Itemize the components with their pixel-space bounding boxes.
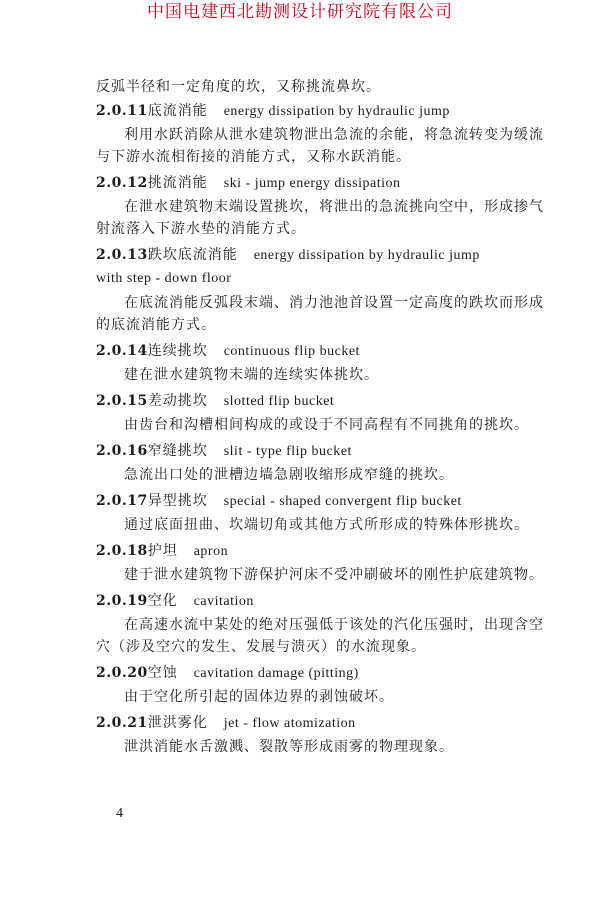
term-english: ski - jump energy dissipation <box>223 176 401 191</box>
term-number: 2.0.20 <box>96 665 148 681</box>
term-chinese: 空蚀 <box>147 665 178 681</box>
term-heading <box>96 540 544 563</box>
term-chinese: 底流消能 <box>147 103 208 119</box>
term-definition: 在泄水建筑物末端设置挑坎，将泄出的急流挑向空中，形成掺气射流落入下游水垫的消能方式。 <box>96 199 544 237</box>
term-chinese: 窄缝挑坎 <box>147 443 208 459</box>
term-heading <box>96 340 544 363</box>
term-entry <box>96 172 544 240</box>
term-english: apron <box>193 544 229 559</box>
term-definition: 利用水跃消除从泄水建筑物泄出急流的余能，将急流转变为缓流与下游水流相衔接的消能方式，又称水跃消能。 <box>96 127 544 165</box>
term-entry <box>96 244 544 336</box>
term-entry <box>96 390 544 436</box>
term-heading <box>96 712 544 735</box>
page-number: 4 <box>116 806 123 821</box>
term-number: 2.0.12 <box>96 175 148 191</box>
term-chinese: 异型挑坎 <box>147 493 208 509</box>
term-number: 2.0.16 <box>96 443 148 459</box>
term-english: continuous flip bucket <box>223 344 360 359</box>
term-heading <box>96 390 544 413</box>
term-heading <box>96 490 544 513</box>
intro-line: 反弧半径和一定角度的坎，又称挑流鼻坎。 <box>96 79 381 95</box>
term-heading <box>96 100 544 123</box>
term-definition: 急流出口处的泄槽边墙急剧收缩形成窄缝的挑坎。 <box>124 467 454 483</box>
term-number: 2.0.15 <box>96 393 148 409</box>
term-entry <box>96 662 544 708</box>
term-number: 2.0.19 <box>96 593 148 609</box>
term-english: slotted flip bucket <box>223 394 335 409</box>
term-chinese: 差动挑坎 <box>147 393 208 409</box>
term-heading <box>96 172 544 195</box>
term-number: 2.0.14 <box>96 343 148 359</box>
term-chinese: 挑流消能 <box>147 175 208 191</box>
term-definition: 在底流消能反弧段末端、消力池池首设置一定高度的跌坎而形成的底流消能方式。 <box>96 295 544 333</box>
term-english: jet - flow atomization <box>223 716 356 731</box>
term-entry <box>96 540 544 586</box>
document-body <box>96 76 544 762</box>
term-chinese: 护坦 <box>147 543 178 559</box>
term-english: cavitation damage (pitting) <box>193 666 359 681</box>
term-entry <box>96 340 544 386</box>
term-number: 2.0.17 <box>96 493 148 509</box>
term-entry <box>96 712 544 758</box>
term-chinese: 空化 <box>147 593 178 609</box>
term-entry <box>96 490 544 536</box>
term-english: special - shaped convergent flip bucket <box>223 494 462 509</box>
term-entry <box>96 440 544 486</box>
term-list <box>96 100 544 758</box>
term-number: 2.0.13 <box>96 247 148 263</box>
term-definition: 通过底面扭曲、坎端切角或其他方式所形成的特殊体形挑坎。 <box>124 517 529 533</box>
term-heading <box>96 590 544 613</box>
term-english: energy dissipation by hydraulic jump <box>223 104 450 119</box>
term-entry <box>96 590 544 658</box>
term-chinese: 跌坎底流消能 <box>147 247 238 263</box>
term-chinese: 连续挑坎 <box>147 343 208 359</box>
term-english: slit - type flip bucket <box>223 444 352 459</box>
header-watermark-title: 中国电建西北勘测设计研究院有限公司 <box>147 2 453 22</box>
term-english: energy dissipation by hydraulic jump <box>253 248 480 263</box>
term-heading <box>96 662 544 685</box>
term-definition: 建在泄水建筑物末端的连续实体挑坎。 <box>124 367 379 383</box>
term-chinese: 泄洪雾化 <box>147 715 208 731</box>
term-definition: 泄洪消能水舌激溅、裂散等形成雨雾的物理现象。 <box>124 739 454 755</box>
term-heading <box>96 244 544 267</box>
term-heading <box>96 440 544 463</box>
term-entry <box>96 100 544 168</box>
term-english-continued: with step - down floor <box>96 271 232 286</box>
term-definition: 由于空化所引起的固体边界的剥蚀破坏。 <box>124 689 394 705</box>
term-number: 2.0.18 <box>96 543 148 559</box>
term-definition: 建于泄水建筑物下游保护河床不受冲刷破坏的刚性护底建筑物。 <box>124 567 544 583</box>
term-english: cavitation <box>193 594 254 609</box>
term-definition: 在高速水流中某处的绝对压强低于该处的汽化压强时，出现含空穴（涉及空穴的发生、发展与溃灭）的水流现象。 <box>96 617 544 655</box>
term-definition: 由齿台和沟槽相间构成的或设于不同高程有不同挑角的挑坎。 <box>124 417 529 433</box>
term-number: 2.0.21 <box>96 715 148 731</box>
term-number: 2.0.11 <box>96 103 148 119</box>
